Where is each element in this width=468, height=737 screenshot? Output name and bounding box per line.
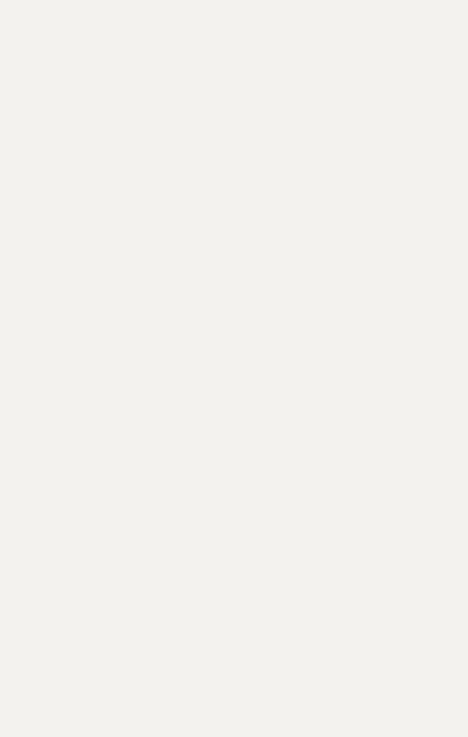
bleed-through-text — [215, 0, 468, 737]
